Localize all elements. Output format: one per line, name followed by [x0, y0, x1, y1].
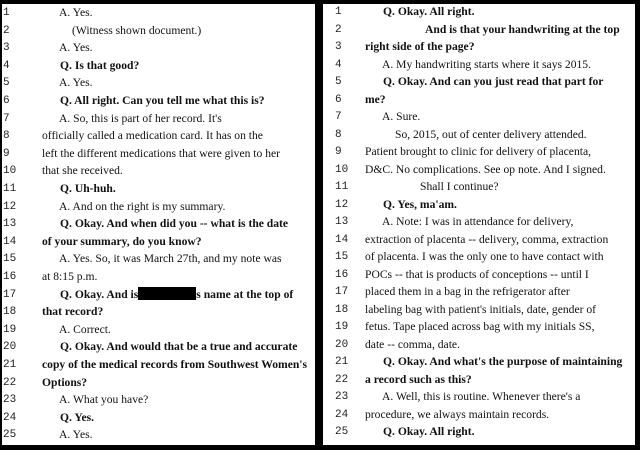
line-number: 21: [335, 356, 349, 368]
line-text: Q. Okay. All right.: [383, 5, 475, 18]
line-number: 23: [3, 394, 17, 407]
transcript-line: [323, 108, 635, 126]
line-text: A. What you have?: [59, 393, 149, 407]
line-text: A. Yes.: [59, 428, 93, 442]
line-text: A. Sure.: [382, 110, 421, 123]
line-text-after-redaction: s name at the top of: [196, 287, 294, 301]
transcript-line: [2, 268, 315, 286]
line-text: A. Yes.: [59, 76, 93, 90]
line-text: A. Note: I was in attendance for delivery,: [382, 215, 574, 228]
transcript-line: [2, 57, 315, 75]
line-text: Patient brought to clinic for delivery of placenta,: [365, 145, 592, 158]
line-number: 16: [335, 268, 349, 281]
line-number: 23: [335, 391, 349, 403]
transcript-line: [323, 388, 635, 406]
redaction-bar: [138, 287, 196, 300]
line-text: Q. Okay. And what's the purpose of maintaining: [383, 355, 623, 368]
line-number: 6: [3, 95, 10, 107]
line-number: 2: [335, 23, 342, 36]
line-text: me?: [365, 92, 386, 106]
line-number: 20: [3, 341, 17, 354]
line-number: 9: [335, 146, 342, 158]
line-number: 18: [3, 306, 17, 319]
line-text: A. Correct.: [59, 322, 111, 336]
line-number: 13: [3, 218, 17, 231]
transcript-line: [2, 303, 315, 321]
line-number: 24: [3, 411, 17, 424]
transcript-line: [2, 39, 315, 57]
transcript-line: [323, 73, 635, 91]
transcript-line: [323, 56, 635, 74]
transcript-line: [2, 74, 315, 92]
transcript-line: [2, 127, 315, 145]
transcript-line: [323, 3, 635, 21]
line-text: [42, 286, 293, 304]
line-text: placed them in a bag in the refrigerator after: [365, 285, 570, 298]
line-text: So, 2015, out of center delivery attended.: [395, 127, 587, 141]
transcript-line: [323, 213, 635, 231]
line-number: 12: [335, 198, 349, 211]
transcript-page-left: [2, 4, 315, 445]
transcript-line: [323, 301, 635, 319]
line-number: 11: [3, 183, 17, 195]
line-number: 22: [335, 373, 349, 386]
line-text: A. My handwriting starts where it says 2015.: [382, 57, 591, 71]
line-text: (Witness shown document.): [72, 23, 202, 37]
transcript-line: [323, 248, 635, 266]
line-number: 7: [335, 111, 342, 123]
line-text: of placenta. I was the only one to have contact with: [365, 250, 604, 263]
line-text: D&C. No complications. See op note. And I signed.: [365, 162, 606, 176]
line-number: 25: [335, 426, 349, 438]
line-text: Q. Uh-huh.: [60, 182, 116, 195]
line-text: Q. Is that good?: [60, 58, 140, 72]
line-number: 7: [3, 112, 10, 125]
line-text: Options?: [42, 375, 88, 389]
line-text: Q. Okay. And would that be a true and accurate: [60, 340, 298, 354]
line-text: left the different medications that were given to her: [42, 146, 281, 160]
line-number: 14: [3, 235, 17, 248]
line-number: 17: [3, 288, 17, 301]
line-text: Q. All right. Can you tell me what this is?: [60, 94, 265, 107]
line-text: A. Yes.: [59, 41, 93, 55]
transcript-line: [2, 22, 315, 40]
transcript-line: [323, 231, 635, 249]
line-number: 11: [335, 181, 349, 193]
transcript-line: [2, 250, 315, 268]
line-text: POCs -- that is products of conceptions -- until I: [365, 267, 589, 281]
transcript-line: [2, 198, 315, 216]
line-number: 8: [335, 128, 342, 141]
transcript-line: [2, 356, 315, 374]
line-number: 3: [3, 42, 10, 55]
transcript-line: [2, 338, 315, 356]
line-text: Q. Yes, ma'am.: [383, 197, 457, 211]
transcript-line: [323, 371, 635, 389]
line-text: A. Yes.: [59, 6, 93, 19]
line-number: 25: [3, 429, 17, 442]
line-text-before-redaction: Q. Okay. And is: [60, 287, 139, 301]
line-number: 5: [335, 76, 342, 88]
transcript-line: [323, 126, 635, 144]
line-text: extraction of placenta -- delivery, comma, extraction: [365, 232, 609, 246]
transcript-line: [2, 426, 315, 444]
transcript-line: [2, 391, 315, 409]
transcript-line: [323, 38, 635, 56]
transcript-line: [323, 196, 635, 214]
transcript-page-right: [323, 4, 635, 445]
transcript-line: [323, 21, 635, 39]
line-text: Q. Okay. And when did you -- what is the date: [60, 217, 289, 231]
line-text: at 8:15 p.m.: [42, 270, 98, 283]
transcript-line: [2, 409, 315, 427]
line-text: A. And on the right is my summary.: [59, 199, 226, 213]
line-text: A. Well, this is routine. Whenever there's a: [382, 390, 581, 403]
transcript-line: [323, 336, 635, 354]
transcript-line: [323, 161, 635, 179]
line-text: that record?: [42, 305, 104, 319]
line-number: 16: [3, 271, 17, 283]
transcript-line: [2, 110, 315, 128]
line-number: 13: [335, 216, 349, 228]
transcript-line: [323, 318, 635, 336]
line-number: 17: [335, 286, 349, 298]
transcript-line: [323, 143, 635, 161]
line-text: officially called a medication card. It has on the: [42, 129, 263, 143]
transcript-line: [2, 286, 315, 304]
line-number: 3: [335, 41, 342, 53]
transcript-line: [2, 92, 315, 110]
line-number: 5: [3, 77, 10, 90]
line-text: Shall I continue?: [420, 180, 499, 193]
transcript-line: [323, 353, 635, 371]
line-number: 1: [3, 7, 10, 19]
line-text: date -- comma, date.: [365, 337, 460, 351]
line-number: 20: [335, 338, 349, 351]
transcript-line: [2, 4, 315, 22]
transcript-line: [2, 233, 315, 251]
line-number: 2: [3, 24, 10, 37]
line-number: 19: [3, 323, 17, 336]
line-text: A. Yes. So, it was March 27th, and my note was: [59, 252, 282, 266]
line-text: copy of the medical records from Southwest Women's: [42, 358, 308, 371]
line-text: A. So, this is part of her record. It's: [59, 111, 222, 125]
transcript-line: [323, 283, 635, 301]
line-text: labeling bag with patient's initials, date, gender of: [365, 302, 597, 316]
line-number: 4: [3, 59, 10, 72]
line-number: 10: [335, 163, 349, 176]
transcript-line: [323, 178, 635, 196]
line-number: 14: [335, 233, 349, 246]
line-number: 19: [335, 321, 349, 333]
transcript-line: [323, 423, 635, 441]
line-number: 4: [335, 58, 342, 71]
line-text: Q. Yes.: [60, 410, 95, 424]
line-number: 18: [335, 303, 349, 316]
line-number: 10: [3, 165, 17, 178]
line-number: 22: [3, 376, 17, 389]
transcript-line: [323, 406, 635, 424]
line-text: Q. Okay. All right.: [383, 425, 475, 438]
transcript-line: [2, 215, 315, 233]
line-number: 24: [335, 408, 349, 421]
line-text: of your summary, do you know?: [42, 234, 202, 248]
line-text: Q. Okay. And can you just read that part for: [383, 75, 604, 88]
line-text: fetus. Tape placed across bag with my initials SS,: [365, 320, 595, 333]
transcript-line: [2, 180, 315, 198]
transcript-line: [2, 162, 315, 180]
transcript-line: [2, 145, 315, 163]
transcript-line: [323, 266, 635, 284]
line-text: right side of the page?: [365, 40, 475, 53]
line-text: procedure, we always maintain records.: [365, 407, 550, 421]
transcript-line: [2, 321, 315, 339]
line-number: 8: [3, 130, 10, 143]
line-number: 15: [335, 251, 349, 263]
transcript-line: [2, 374, 315, 392]
line-text: that she received.: [42, 164, 123, 178]
line-number: 12: [3, 200, 17, 213]
line-number: 9: [3, 147, 10, 160]
line-number: 21: [3, 359, 17, 371]
line-number: 15: [3, 253, 17, 266]
line-number: 1: [335, 6, 342, 18]
line-number: 6: [335, 93, 342, 106]
line-text: a record such as this?: [365, 372, 472, 386]
transcript-line: [323, 91, 635, 109]
line-text: And is that your handwriting at the top: [425, 22, 620, 36]
